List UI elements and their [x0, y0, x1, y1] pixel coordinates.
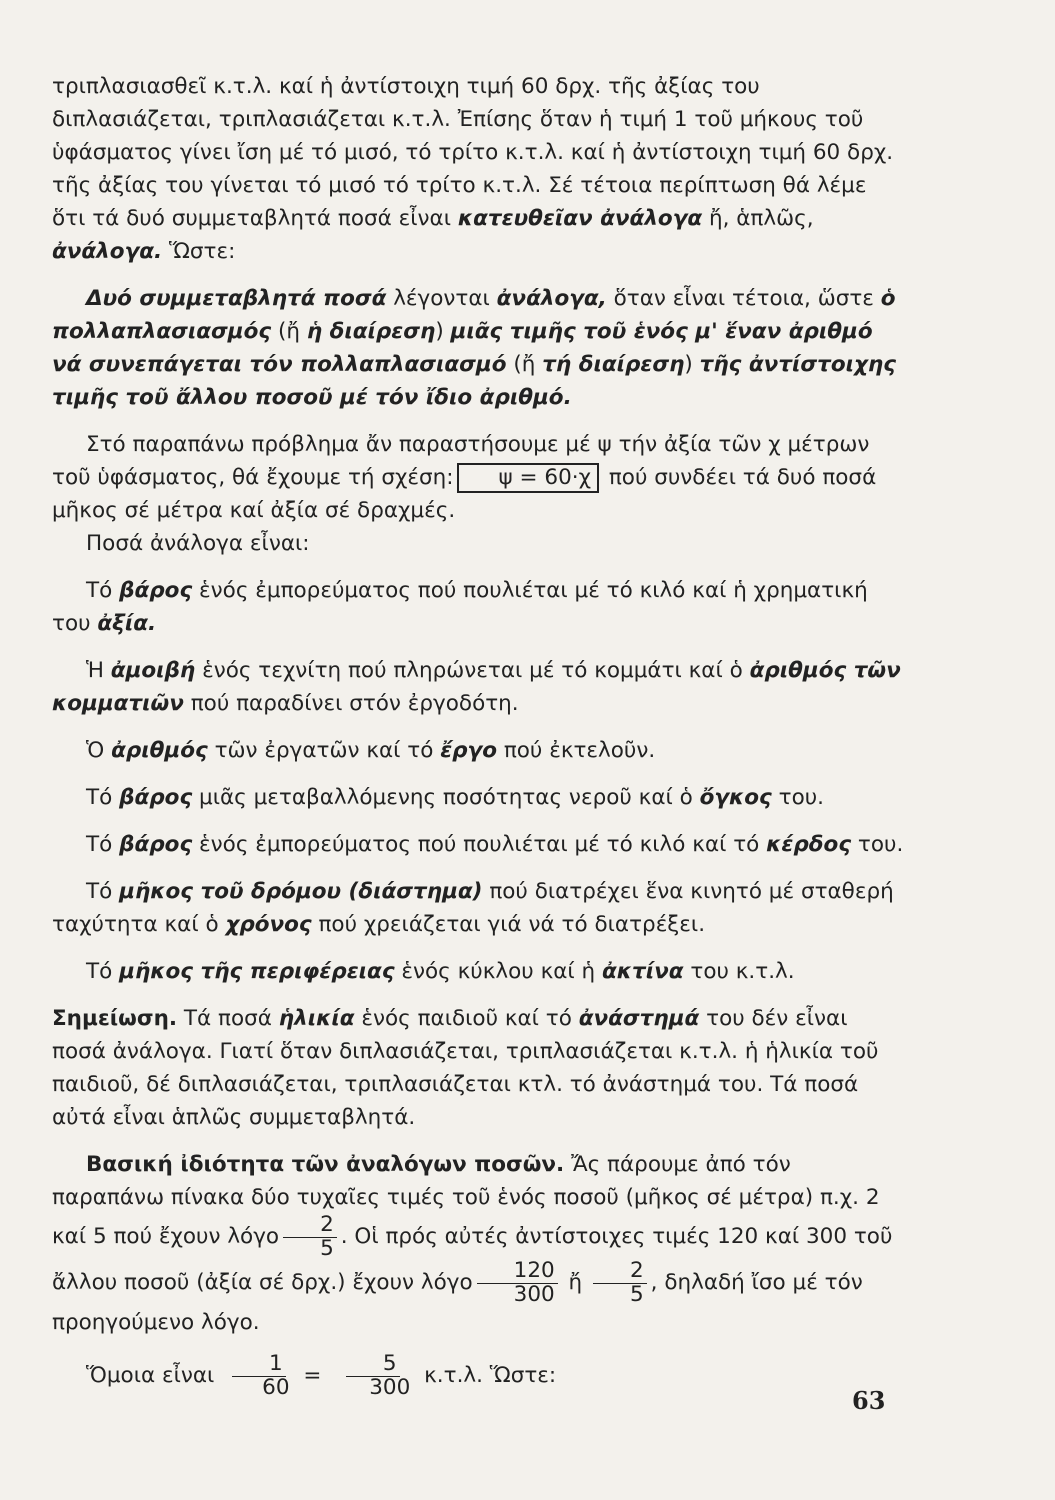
example-item: Ὁ ἀριθμός τῶν ἐργατῶν καί τό ἔργο πού ἐκτελοῦν. [86, 738, 656, 763]
definition-paragraph: Δυό συμμεταβλητά ποσά λέγονται ἀνάλογα, ὅταν εἶναι τέτοια, ὥστε ὁ πολλαπλασιασμός (ἤ ἡ διαίρεση) μιᾶς τιμῆς τοῦ ἑνός μ' ἕναν ἀριθμό νά συνεπάγεται τόν πολλαπλασιασμό (ἤ τή διαίρεση) τῆς ἀντίστοιχης τιμῆς τοῦ ἄλλου ποσοῦ μέ τόν ἴδιο ἀριθμό. [52, 286, 896, 410]
paragraph-proportional-intro: τριπλασιασθεῖ κ.τ.λ. καί ἡ ἀντίστοιχη τιμή 60 δρχ. τῆς ἀξίας του διπλασιάζεται, τριπλασιάζεται κ.τ.λ. Ἐπίσης ὅταν ἡ τιμή 1 τοῦ μήκους τοῦ ὑφάσματος γίνει ἴση μέ τό μισό, τό τρίτο κ.τ.λ. καί ἡ ἀντίστοιχη τιμή 60 δρχ. τῆς ἀξίας του γίνεται τό μισό τό τρίτο κ.τ.λ. Σέ τέτοια περίπτωση θά λέμε ὅτι τά δυό συμμεταβλητά ποσά εἶναι κατευθεῖαν ἀνάλογα ἤ, ἁπλῶς, ἀνάλογα. Ὥστε: [52, 74, 894, 264]
property-paragraph: Βασική ἰδιότητα τῶν ἀναλόγων ποσῶν. Ἄς πάρουμε ἀπό τόν παραπάνω πίνακα δύο τυχαῖες τιμές τοῦ ἑνός ποσοῦ (μῆκος σέ μέτρα) π.χ. 2 καί 5 πού ἔχουν λόγο $\frac{2}{5}$ . Οἱ πρός αὐτές ἀντίστοιχες τιμές 120 καί 300 τοῦ ἄλλου ποσοῦ (ἀξία σέ δρχ.) ἔχουν λόγο $\frac{120}{300}$ ἤ $\frac{2}{5}$ , δηλαδή ἴσο μέ τόν προηγούμενο λόγο. [52, 1152, 893, 1336]
examples-intro: Ποσά ἀνάλογα εἶναι: [86, 531, 310, 556]
term-proportional: ἀνάλογα. [52, 239, 163, 264]
fraction: $\frac{2}{5}$ [593, 1260, 647, 1306]
similar-line: Ὅμοια εἶναι $\frac{1}{60}$ = $\frac{5}{300}$ κ.τ.λ. Ὥστε: [86, 1351, 557, 1400]
fraction: $\frac{2}{5}$ [283, 1214, 337, 1260]
relation-paragraph: Στό παραπάνω πρόβλημα ἄν παραστήσουμε μέ ψ τήν ἀξία τῶν χ μέτρων τοῦ ὑφάσματος, θά ἔχουμε τή σχέση: ψ = 60·χ πού συνδέει τά δυό ποσά μῆκος σέ μέτρα καί ἀξία σέ δραχμές. [52, 432, 877, 523]
example-item: Τό βάρος μιᾶς μεταβαλλόμενης ποσότητας νεροῦ καί ὁ ὄγκος του. [86, 785, 825, 810]
fraction: $\frac{120}{300}$ [477, 1260, 558, 1306]
fraction: $\frac{5}{300}$ [332, 1353, 413, 1399]
example-item: Τό βάρος ἑνός ἐμπορεύματος πού πουλιέται μέ τό κιλό καί ἡ χρηματική του ἀξία. [52, 578, 868, 636]
fraction: $\frac{1}{60}$ [225, 1353, 292, 1399]
property-heading: Βασική ἰδιότητα τῶν ἀναλόγων ποσῶν. [86, 1152, 565, 1177]
example-item: Τό μῆκος τοῦ δρόμου (διάστημα) πού διατρέχει ἕνα κινητό μέ σταθερή ταχύτητα καί ὁ χρόνος πού χρειάζεται γιά νά τό διατρέξει. [52, 879, 894, 937]
page-text [52, 70, 904, 1399]
example-item: Τό μῆκος τῆς περιφέρειας ἑνός κύκλου καί ἡ ἀκτίνα του κ.τ.λ. [86, 959, 795, 984]
note-label: Σημείωση. [52, 1006, 178, 1031]
note-paragraph: Σημείωση. Τά ποσά ἡλικία ἑνός παιδιοῦ καί τό ἀνάστημά του δέν εἶναι ποσά ἀνάλογα. Γιατί ὅταν διπλασιάζεται, τριπλασιάζεται κ.τ.λ. ἡ ἡλικία τοῦ παιδιοῦ, δέ διπλασιάζεται, τριπλασιάζεται κτλ. τό ἀνάστημά του. Τά ποσά αὐτά εἶναι ἁπλῶς συμμεταβλητά. [52, 1006, 879, 1130]
formula-box: ψ = 60·χ [457, 463, 599, 493]
example-item: Τό βάρος ἑνός ἐμπορεύματος πού πουλιέται μέ τό κιλό καί τό κέρδος του. [86, 832, 904, 857]
term-directly-proportional: κατευθεῖαν ἀνάλογα [457, 206, 703, 231]
page-number: 63 [852, 1386, 886, 1415]
example-item: Ἡ ἀμοιβή ἑνός τεχνίτη πού πληρώνεται μέ τό κομμάτι καί ὁ ἀριθμός τῶν κομματιῶν πού παραδίνει στόν ἐργοδότη. [52, 658, 901, 716]
